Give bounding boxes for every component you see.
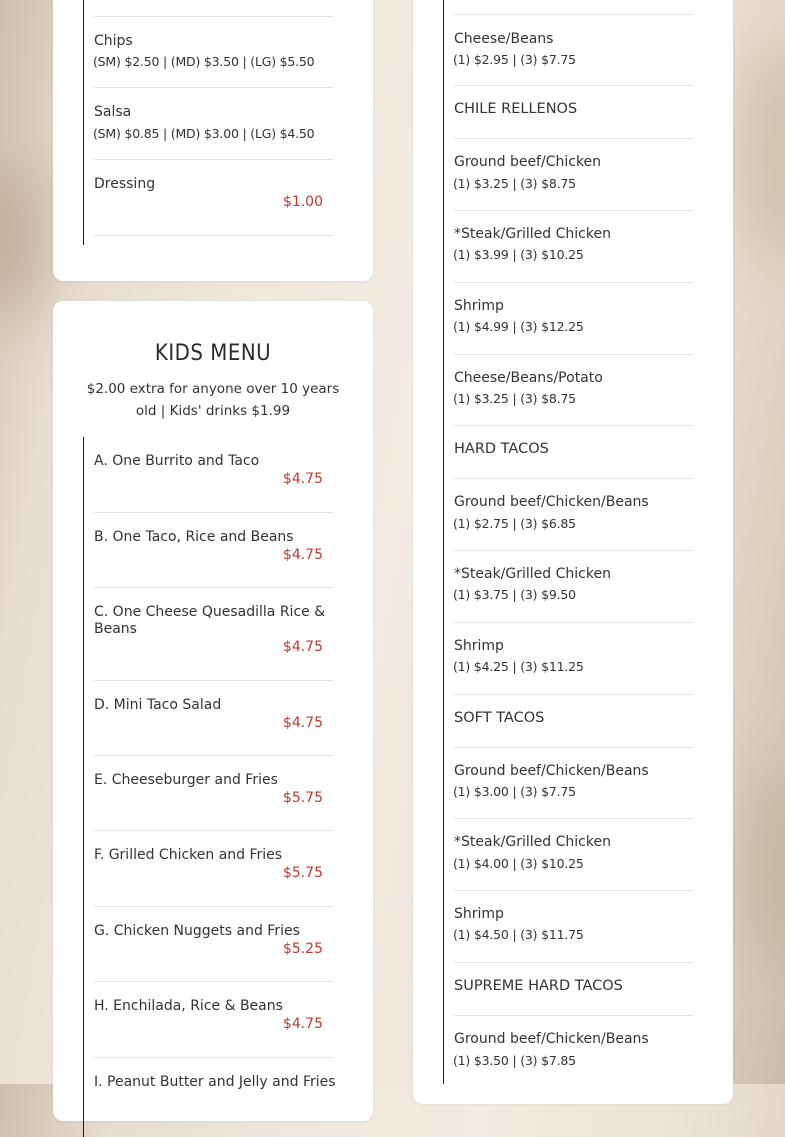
item-price-qty: (1) $4.50 | (3) $11.75 xyxy=(453,927,584,942)
item-name: F. Grilled Chicken and Fries xyxy=(94,847,283,863)
item-name: H. Enchilada, Rice & Beans xyxy=(94,998,283,1014)
section-supreme-hard-tacos xyxy=(454,963,693,1016)
menu-item-hard-steak[interactable] xyxy=(454,551,693,623)
item-price: $5.75 xyxy=(282,865,323,881)
item-name: A. One Burrito and Taco xyxy=(94,453,260,469)
menu-item-kids-e[interactable] xyxy=(94,756,333,831)
tacos-menu-card xyxy=(413,0,733,1104)
item-name: Cheese/Beans xyxy=(454,31,554,47)
item-price: $5.25 xyxy=(282,941,323,957)
item-name: C. One Cheese Quesadilla Rice & Beans xyxy=(94,604,326,637)
item-price: $4.75 xyxy=(282,1016,323,1032)
sides-menu-list xyxy=(83,0,344,245)
menu-item-rellenos-shrimp[interactable] xyxy=(454,283,693,355)
item-price-qty: (1) $3.00 | (3) $7.75 xyxy=(453,784,576,799)
item-price-qty: (1) $2.75 | (3) $6.85 xyxy=(453,516,576,531)
item-price-qty: (1) $3.75 | (3) $9.50 xyxy=(453,587,576,602)
menu-item-kids-a[interactable] xyxy=(94,437,333,513)
item-price-qty: (1) $4.99 | (3) $12.25 xyxy=(453,319,584,334)
background-photo-right xyxy=(740,40,785,260)
menu-item-rellenos-ground-beef[interactable] xyxy=(454,139,693,211)
item-price: $4.75 xyxy=(282,471,323,487)
tacos-menu-list xyxy=(443,0,704,1084)
background-photo-right-bottom xyxy=(745,760,785,960)
item-price: $1.00 xyxy=(282,194,323,210)
item-name: Ground beef/Chicken xyxy=(454,154,602,170)
menu-item-chips[interactable] xyxy=(94,17,333,88)
item-name: D. Mini Taco Salad xyxy=(94,697,222,713)
item-price-qty: (1) $4.00 | (3) $10.25 xyxy=(453,856,584,871)
menu-item-hard-ground-beef[interactable] xyxy=(454,479,693,551)
item-price-qty: (1) $3.50 | (3) $7.85 xyxy=(453,1053,576,1068)
item-name: E. Cheeseburger and Fries xyxy=(94,772,278,788)
item-name: G. Chicken Nuggets and Fries xyxy=(94,923,300,939)
item-name: *Steak/Grilled Chicken xyxy=(454,834,611,850)
menu-item-supreme-ground-beef[interactable] xyxy=(454,1016,693,1088)
item-price-qty: (1) $3.99 | (3) $10.25 xyxy=(453,247,584,262)
kids-menu-list xyxy=(83,437,344,1137)
item-name: I. Peanut Butter and Jelly and Fries xyxy=(94,1074,336,1090)
section-hard-tacos xyxy=(454,426,693,479)
item-name: B. One Taco, Rice and Beans xyxy=(94,529,294,545)
background-photo-left xyxy=(0,160,50,320)
item-name: *Steak/Grilled Chicken xyxy=(454,566,611,582)
item-name: Shrimp xyxy=(454,638,504,654)
kids-menu-card xyxy=(53,301,373,1121)
item-name: Ground beef/Chicken/Beans xyxy=(454,494,649,510)
menu-item-salsa[interactable] xyxy=(94,88,333,160)
item-name: Ground beef/Chicken/Beans xyxy=(454,1031,649,1047)
item-name: Chips xyxy=(94,33,133,49)
menu-item-dressing[interactable] xyxy=(94,160,333,236)
section-heading: SUPREME HARD TACOS xyxy=(454,978,623,994)
menu-item-kids-g[interactable] xyxy=(94,907,333,982)
item-name: Cheese/Beans/Potato xyxy=(454,370,603,386)
item-name: Dressing xyxy=(94,176,156,192)
item-name: *Steak/Grilled Chicken xyxy=(454,226,611,242)
menu-item-kids-f[interactable] xyxy=(94,831,333,907)
menu-item-soft-steak[interactable] xyxy=(454,819,693,891)
menu-item-kids-b[interactable] xyxy=(94,513,333,588)
menu-item-kids-h[interactable] xyxy=(94,982,333,1058)
item-price-qty: (1) $3.25 | (3) $8.75 xyxy=(453,391,576,406)
section-chile-rellenos xyxy=(454,86,693,139)
section-heading: CHILE RELLENOS xyxy=(454,101,578,117)
menu-item-kids-d[interactable] xyxy=(94,681,333,756)
item-price: $4.75 xyxy=(282,715,323,731)
menu-item-soft-shrimp[interactable] xyxy=(454,891,693,963)
menu-item-kids-i[interactable] xyxy=(94,1058,336,1134)
menu-item-soft-ground-beef[interactable] xyxy=(454,748,693,819)
kids-menu-title: KIDS MENU xyxy=(154,341,272,366)
item-name: Salsa xyxy=(94,104,132,120)
item-price-sizes: (SM) $0.85 | (MD) $3.00 | (LG) $4.50 xyxy=(93,126,315,141)
menu-item-rellenos-cheese-beans-potato[interactable] xyxy=(454,355,693,426)
list-item-top-divider xyxy=(94,0,333,17)
section-soft-tacos xyxy=(454,695,693,748)
item-price-qty: (1) $2.95 | (3) $7.75 xyxy=(453,52,576,67)
item-name: Shrimp xyxy=(454,906,504,922)
list-item-top-divider xyxy=(454,0,693,15)
section-heading: HARD TACOS xyxy=(454,441,549,457)
item-name: Shrimp xyxy=(454,298,504,314)
menu-item-cheese-beans[interactable] xyxy=(454,15,693,86)
item-price-qty: (1) $4.25 | (3) $11.25 xyxy=(453,659,584,674)
item-price: $4.75 xyxy=(282,639,323,655)
sides-menu-card xyxy=(53,0,373,281)
item-name: Ground beef/Chicken/Beans xyxy=(454,763,649,779)
menu-item-rellenos-steak[interactable] xyxy=(454,211,693,283)
kids-menu-description: $2.00 extra for anyone over 10 years old | Kids' drinks $1.99 xyxy=(86,381,340,419)
item-price: $4.75 xyxy=(282,547,323,563)
item-price: $5.75 xyxy=(282,790,323,806)
section-heading: SOFT TACOS xyxy=(454,710,545,726)
menu-item-kids-c[interactable] xyxy=(94,588,333,681)
item-price-sizes: (SM) $2.50 | (MD) $3.50 | (LG) $5.50 xyxy=(93,54,315,69)
menu-item-hard-shrimp[interactable] xyxy=(454,623,693,695)
item-price-qty: (1) $3.25 | (3) $8.75 xyxy=(453,176,576,191)
